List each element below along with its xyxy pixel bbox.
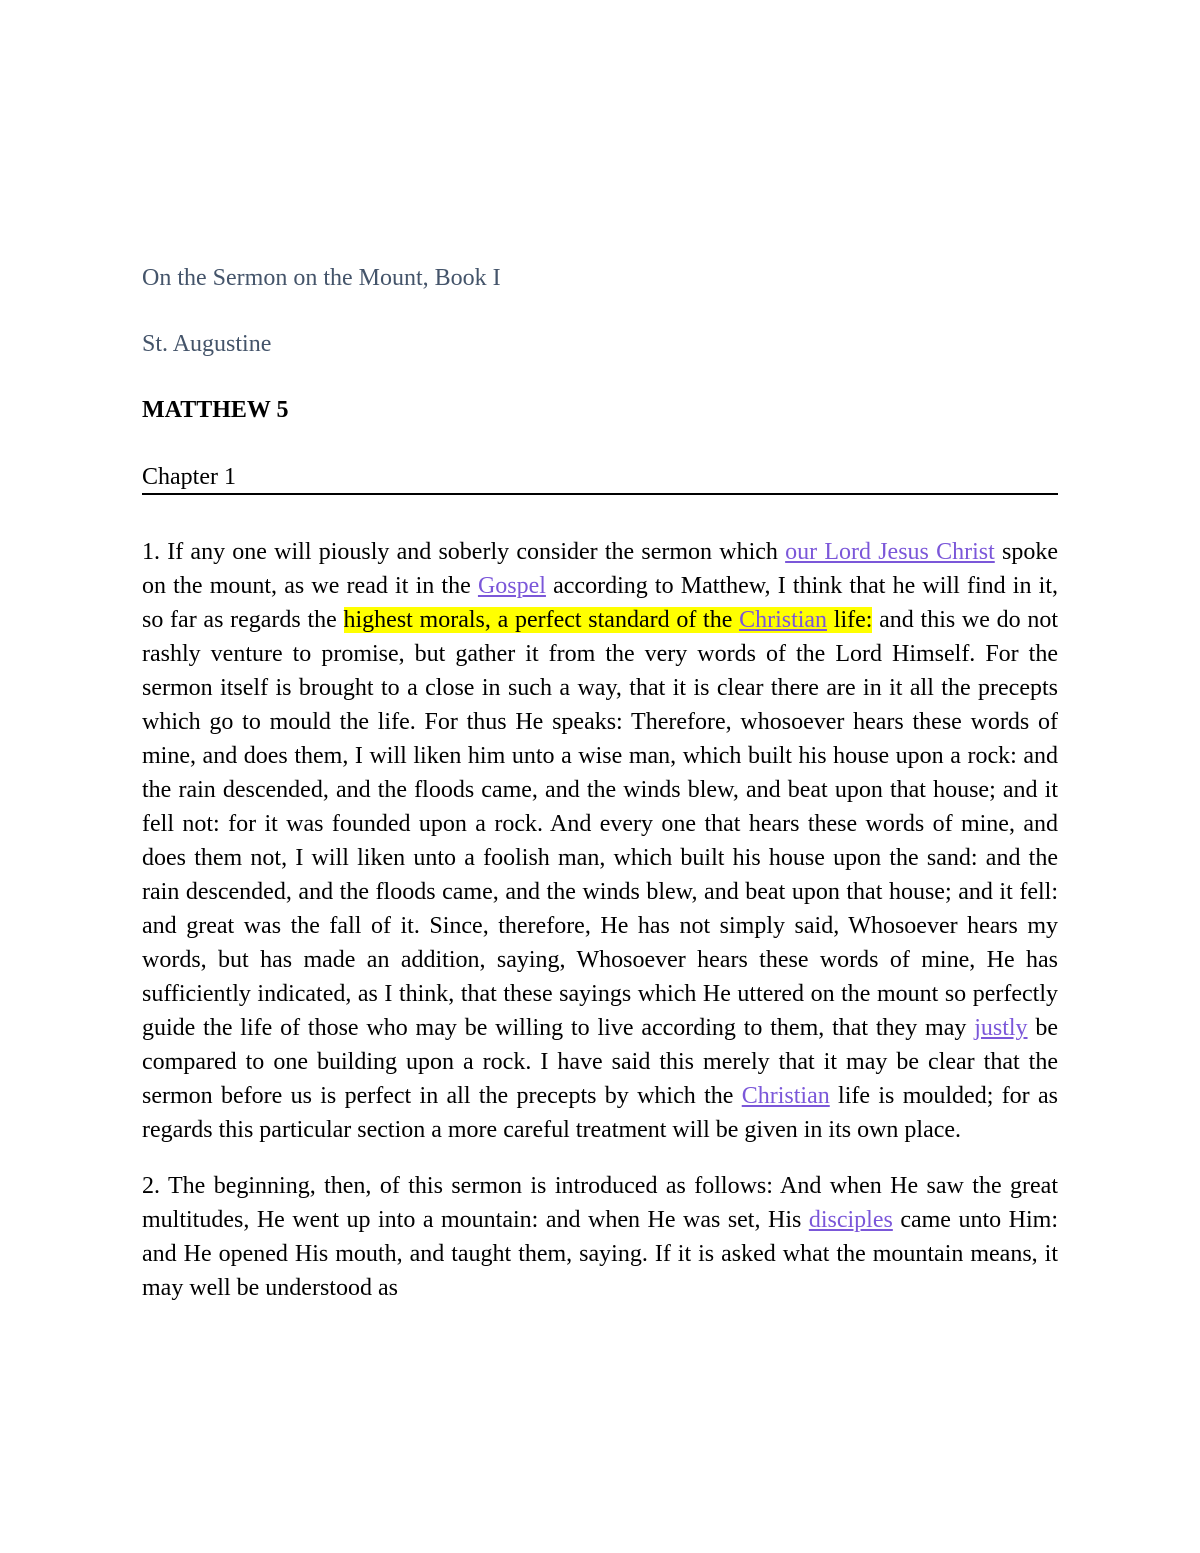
document-title: On the Sermon on the Mount, Book I [142,265,501,291]
document-author: St. Augustine [142,331,272,357]
paragraph-2-text-1: 2. The beginning, then, of this sermon is introduced as follows: And when He saw the great multitudes, He went up into a mountain: and when He was set, His [142,1173,1058,1233]
link-gospel[interactable]: Gospel [477,573,546,599]
link-christian-2[interactable]: Christian [741,1083,830,1109]
link-our-lord-jesus-christ[interactable]: our Lord Jesus Christ [785,539,995,565]
link-justly[interactable]: justly [974,1015,1028,1041]
link-disciples[interactable]: disciples [808,1207,893,1233]
paragraph-1-text-1: 1. If any one will piously and soberly consider the sermon which [142,539,786,565]
paragraph-1-text-2: spoke on the mount, as we read it in the [142,539,1058,599]
paragraph-1-text-3: according to Matthew, I think that he will find in it, so far as regards the [142,573,1058,633]
document-page [142,262,1058,1327]
paragraph-1-text-4: and this we do not rashly venture to promise, but gather it from the very words of the Lord Himself. For the sermon itself is brought to a close in such a way, that it is clear there are in it all the precepts which go to mould the life. For thus He speaks: Therefore, whosoever hears these words of mine, and does them, I will liken him unto a wise man, which built his house upon a rock: and the rain descended, and the floods came, and the winds blew, and beat upon that house; and it fell not: for it was founded upon a rock. And every one that hears these words of mine, and does them not, I will liken unto a foolish man, which built his house upon the sand: and the rain descended, and the floods came, and the winds blew, and beat upon that house; and it fell: and great was the fall of it. Since, therefore, He has not simply said, Whosoever hears my words, but has made an addition, saying, Whosoever hears these words of mine, He has sufficiently indicated, as I think, that these sayings which He uttered on the mount so perfectly guide the life of those who may be willing to live according to them, that they may [142,607,1059,1041]
chapter-heading: Chapter 1 [142,462,1058,495]
paragraph-1-text-5: be compared to one building upon a rock. I have said this merely that it may be clear that the sermon before us is perfect in all the precepts by which the [142,1015,1059,1109]
paragraph-1-text-6: life is moulded; for as regards this particular section a more careful treatment will be given in its own place. [142,1083,1058,1143]
paragraph-2-text-2: came unto Him: and He opened His mouth, and taught them, saying. If it is asked what the mountain means, it may well be understood as [142,1207,1058,1301]
highlight-phrase-1: highest morals, a perfect standard of the [343,607,740,633]
book-heading: MATTHEW 5 [142,397,289,423]
link-christian[interactable]: Christian [739,607,828,633]
paragraph-2 [142,1169,1058,1305]
paragraph-1 [142,535,1058,1147]
highlight-phrase-2: life: [827,607,873,633]
